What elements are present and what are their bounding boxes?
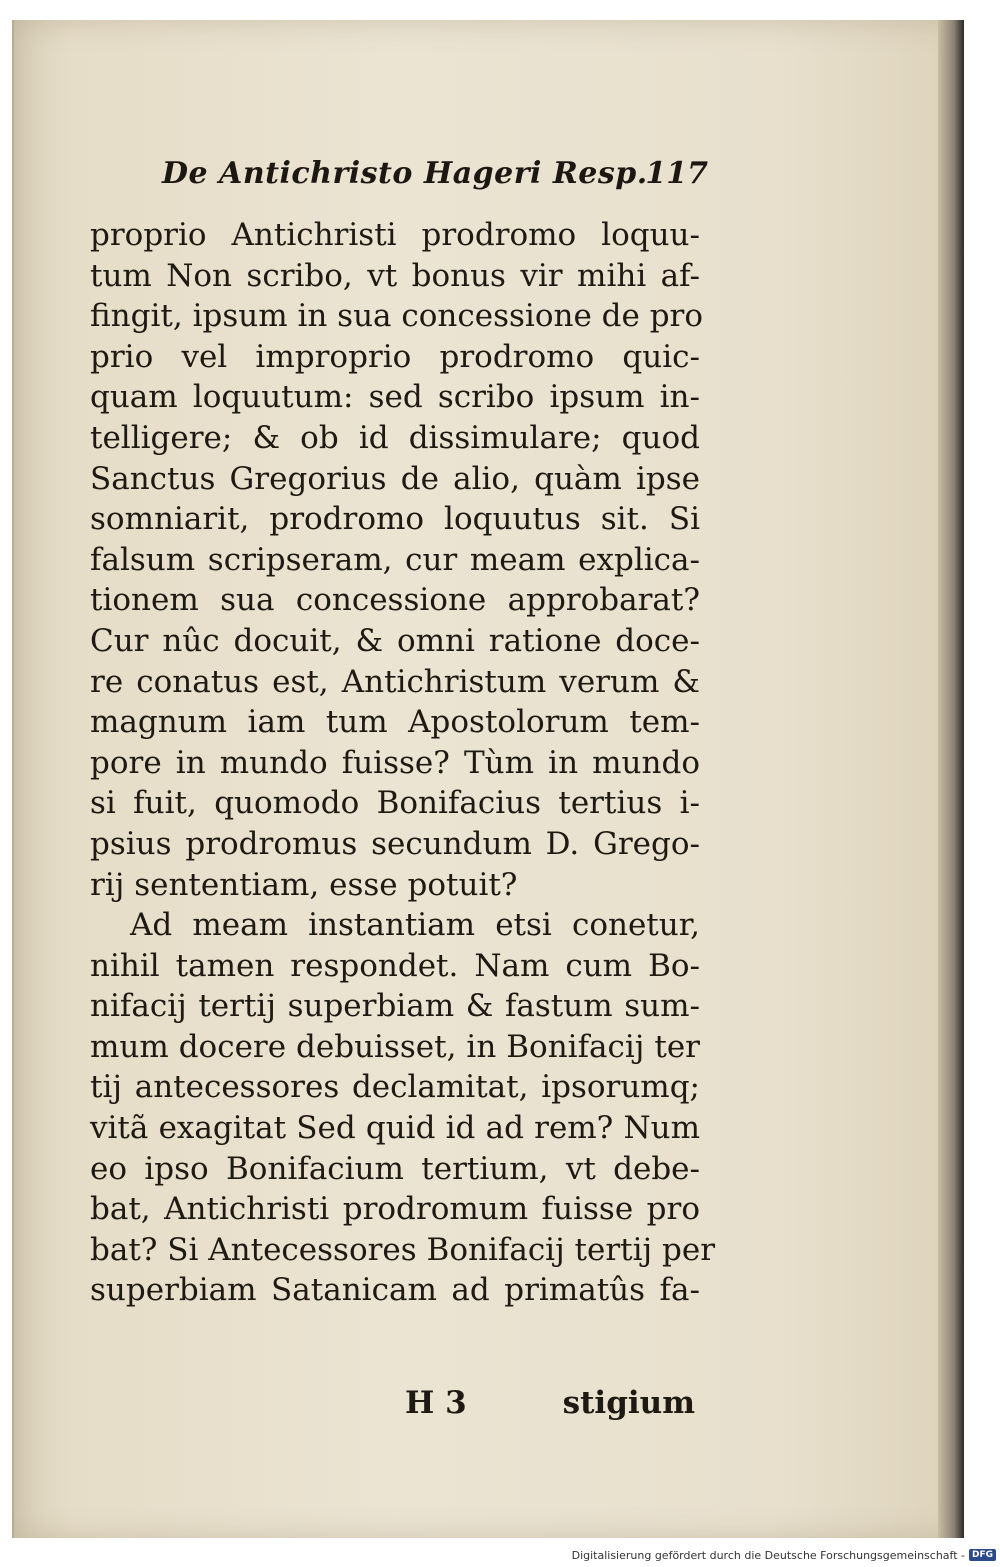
text-line: fingit, ipsum in sua concessione de pro bbox=[90, 298, 704, 335]
credit-text: Digitalisierung gefördert durch die Deutsche Forschungsgemeinschaft - bbox=[571, 1548, 965, 1562]
text-line: tij antecessores declamitat, ipsorumq; bbox=[90, 1069, 700, 1106]
text-line: tum Non scribo, vt bonus vir mihi af- bbox=[90, 257, 700, 294]
text-line: pore in mundo fuisse? Tùm in mundo bbox=[90, 744, 700, 781]
dfg-logo: DFG bbox=[969, 1549, 996, 1561]
text-line: Cur nûc docuit, & omni ratione doce- bbox=[90, 622, 700, 659]
text-line: prio vel improprio prodromo quic- bbox=[90, 338, 700, 375]
text-line: nifacij tertij superbiam & fastum sum- bbox=[90, 988, 700, 1025]
text-line: superbiam Satanicam ad primatûs fa- bbox=[90, 1272, 700, 1309]
text-line: Sanctus Gregorius de alio, quàm ipse bbox=[90, 460, 700, 497]
text-line: telligere; & ob id dissimulare; quod bbox=[90, 419, 700, 456]
folio-number: 117 bbox=[645, 156, 708, 191]
text-line: nihil tamen respondet. Nam cum Bo- bbox=[90, 947, 700, 984]
digitization-credit bbox=[572, 1547, 996, 1563]
text-line: vitã exagitat Sed quid id ad rem? Num bbox=[90, 1110, 700, 1147]
text-line: quam loquutum: sed scribo ipsum in- bbox=[90, 379, 700, 416]
text-line: Ad meam instantiam etsi conetur, bbox=[130, 907, 700, 944]
running-header bbox=[148, 152, 708, 200]
text-line: si fuit, quomodo Bonifacius tertius i- bbox=[90, 785, 700, 822]
text-line: rij sententiam, esse potuit? bbox=[90, 866, 518, 903]
text-line: bat, Antichristi prodromum fuisse pro bbox=[90, 1191, 700, 1228]
running-title: De Antichristo Hageri Resp. bbox=[162, 156, 648, 191]
text-line: somniarit, prodromo loquutus sit. Si bbox=[90, 501, 700, 538]
page-footer bbox=[405, 1385, 695, 1425]
text-line: falsum scripseram, cur meam explica- bbox=[90, 541, 700, 578]
text-line: proprio Antichristi prodromo loquu- bbox=[90, 217, 700, 253]
body-text bbox=[90, 215, 716, 1311]
text-line: mum docere debuisset, in Bonifacij ter bbox=[90, 1028, 700, 1065]
text-line: re conatus est, Antichristum verum & bbox=[90, 663, 700, 700]
text-line: psius prodromus secundum D. Grego- bbox=[90, 825, 700, 862]
signature-mark: H 3 bbox=[405, 1385, 467, 1421]
catchword: stigium bbox=[562, 1385, 695, 1421]
text-line: bat? Si Antecessores Bonifacij tertij per bbox=[90, 1231, 716, 1268]
page-edge bbox=[938, 20, 964, 1538]
text-line: magnum iam tum Apostolorum tem- bbox=[90, 704, 700, 741]
text-line: tionem sua concessione approbarat? bbox=[90, 582, 700, 619]
text-line: eo ipso Bonifacium tertium, vt debe- bbox=[90, 1150, 700, 1187]
